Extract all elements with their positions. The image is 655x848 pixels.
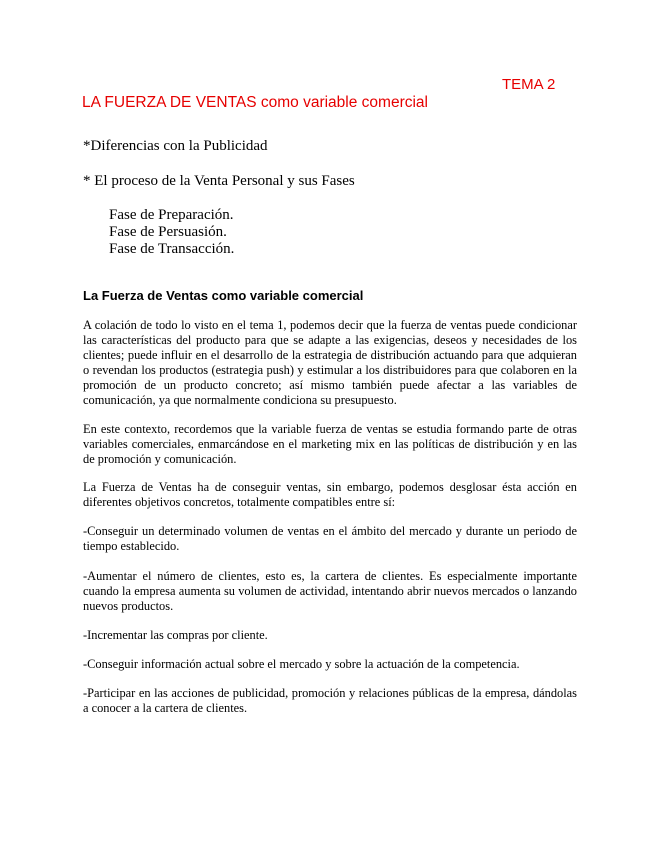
paragraph-contexto: En este contexto, recordemos que la variable fuerza de ventas se estudia formando parte de otras variables comerciales, enmarcándose en el marketing mix en las políticas de distribución y en las de promoción y comunicación. <box>83 422 577 467</box>
section-heading: La Fuerza de Ventas como variable comercial <box>83 288 364 303</box>
main-title: LA FUERZA DE VENTAS como variable comercial <box>82 94 428 111</box>
outline-item-diferencias: *Diferencias con la Publicidad <box>83 138 268 154</box>
tema-label: TEMA 2 <box>502 76 556 93</box>
objective-informacion: -Conseguir información actual sobre el mercado y sobre la actuación de la competencia. <box>83 657 520 671</box>
paragraph-intro: A colación de todo lo visto en el tema 1, podemos decir que la fuerza de ventas puede condicionar las características del producto para que se adapte a las exigencias, deseos y necesidades de los clientes; puede influir en el desarrollo de la estrategia de distribución actuando para que adquieran o revendan los productos (estrategia push) y estimular a los distribuidores para que colaboren en la promoción de un producto concreto; así mismo también puede afectar a las variables de comunicación, ya que normalmente condiciona su presupuesto. <box>83 318 577 408</box>
outline-item-proceso: * El proceso de la Venta Personal y sus Fases <box>83 173 355 189</box>
phase-transaccion: Fase de Transacción. <box>109 241 235 257</box>
objective-numero-clientes: -Aumentar el número de clientes, esto es, la cartera de clientes. Es especialmente importante cuando la empresa aumenta su volumen de actividad, intentando abrir nuevos mercados o lanzando nuevos productos. <box>83 569 577 614</box>
phase-preparacion: Fase de Preparación. <box>109 207 234 223</box>
objective-compras-cliente: -Incrementar las compras por cliente. <box>83 628 268 642</box>
objective-publicidad: -Participar en las acciones de publicidad, promoción y relaciones públicas de la empresa, dándolas a conocer a la cartera de clientes. <box>83 686 577 716</box>
phase-persuasion: Fase de Persuasión. <box>109 224 227 240</box>
objective-volumen-ventas: -Conseguir un determinado volumen de ventas en el ámbito del mercado y durante un periodo de tiempo establecido. <box>83 524 577 554</box>
phases-list <box>109 207 234 258</box>
paragraph-objetivos: La Fuerza de Ventas ha de conseguir ventas, sin embargo, podemos desglosar ésta acción en diferentes objetivos concretos, totalmente compatibles entre sí: <box>83 480 577 510</box>
